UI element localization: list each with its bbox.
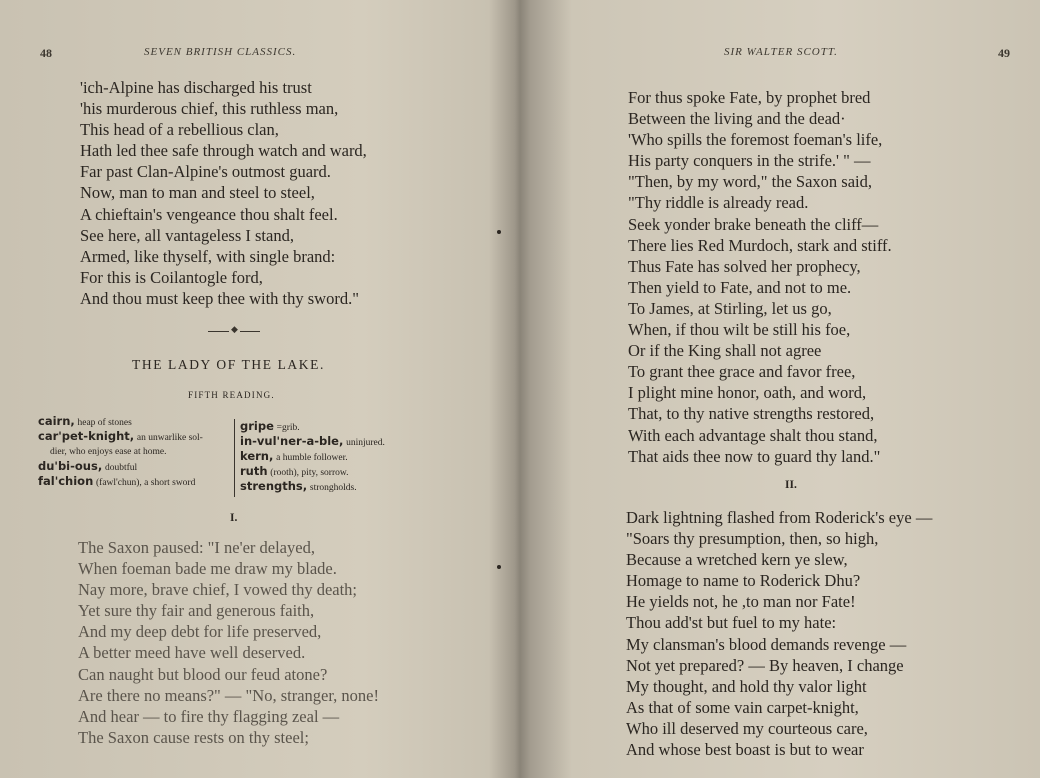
glossary-term: strengths, [240, 479, 308, 493]
verse-line: Or if the King shall not agree [628, 341, 822, 361]
verse-line: A better meed have well deserved. [78, 643, 306, 663]
glossary-definition: heap of stones [77, 418, 132, 428]
verse-line: Because a wretched kern ye slew, [626, 550, 848, 570]
verse-line: Yet sure thy fair and generous faith, [78, 601, 315, 621]
glossary-definition: =grib. [276, 423, 300, 433]
verse-line: My clansman's blood demands revenge — [626, 634, 907, 654]
glossary-definition: an unwarlike sol- [136, 433, 203, 443]
verse-one [628, 87, 892, 467]
glossary-term: fal'chion [38, 474, 94, 488]
verse-line: "Soars thy presumption, then, so high, [626, 529, 879, 549]
verse-line: Now, man to man and steel to steel, [80, 183, 315, 203]
ornament-divider [208, 328, 260, 334]
verse-line: Dark lightning flashed from Roderick's eye — [626, 508, 933, 527]
verse-line: And hear — to fire thy flagging zeal — [78, 706, 340, 726]
reading-title: FIFTH READING. [188, 390, 275, 400]
verse-line: 'ich-Alpine has discharged his trust [80, 78, 312, 97]
glossary-definition: doubtful [104, 463, 138, 473]
glossary-entry [38, 444, 203, 459]
verse-line: Homage to name to Roderick Dhu? [626, 571, 861, 591]
glossary-definition: strongholds. [309, 483, 357, 493]
verse-line: Armed, like thyself, with single brand: [80, 246, 336, 266]
verse-line: Can naught but blood our feud atone? [78, 664, 328, 684]
glossary-term: gripe [240, 419, 274, 433]
glossary-term: ruth [240, 464, 268, 478]
verse-line: "Thy riddle is already read. [628, 193, 809, 213]
glossary-entry [38, 414, 203, 429]
verse-line: Thou add'st but fuel to my hate: [626, 613, 837, 633]
verse-line: To grant thee grace and favor free, [628, 362, 856, 382]
verse-line: Not yet prepared? — By heaven, I change [626, 655, 904, 675]
glossary-entry [240, 449, 385, 464]
glossary-definition: uninjured. [346, 438, 385, 448]
verse-line: A chieftain's vengeance thou shalt feel. [80, 204, 338, 224]
glossary-entry [38, 474, 203, 489]
verse-line: And thou must keep thee with thy sword." [80, 288, 359, 308]
verse-line: Far past Clan-Alpine's outmost guard. [80, 162, 331, 182]
verse-line: Between the living and the dead· [628, 109, 846, 129]
verse-line: Are there no means?" — "No, stranger, none! [78, 685, 379, 705]
verse-line: That aids thee now to guard thy land." [628, 446, 881, 466]
verse-line: As that of some vain carpet-knight, [626, 697, 859, 717]
glossary-entry [38, 459, 203, 474]
verse-line: And my deep debt for life preserved, [78, 622, 322, 642]
verse-line: See here, all vantageless I stand, [80, 225, 294, 245]
glossary-definition: (fawl'chun), a short sword [96, 478, 196, 488]
glossary-divider [234, 419, 235, 497]
verse-line: Then yield to Fate, and not to me. [628, 277, 852, 297]
glossary-entry [240, 479, 385, 494]
verse-line: He yields not, he ,to man nor Fate! [626, 592, 856, 612]
verse-line: 'his murderous chief, this ruthless man, [80, 99, 339, 119]
glossary-left-column [38, 414, 203, 489]
glossary-term: kern, [240, 449, 274, 463]
glossary-definition: dier, who enjoys ease at home. [50, 447, 167, 457]
verse-line: The Saxon cause rests on thy steel; [78, 727, 309, 747]
left-page [0, 0, 500, 778]
stanza-one-verse [78, 537, 379, 748]
verse-line: And whose best boast is but to wear [626, 740, 864, 760]
stanza-number-two: II. [785, 479, 797, 491]
glossary-right-column [240, 419, 385, 494]
glossary-entry [240, 419, 385, 434]
glossary-entry [38, 429, 203, 444]
gutter-mark [497, 230, 501, 234]
verse-line: Who ill deserved my courteous care, [626, 718, 868, 738]
verse-line: His party conquers in the strife.' " — [628, 151, 871, 171]
verse-line: With each advantage shalt thou stand, [628, 425, 878, 445]
glossary-entry [240, 434, 385, 449]
verse-line: 'Who spills the foremost foeman's life, [628, 130, 883, 150]
verse-line: "Then, by my word," the Saxon said, [628, 172, 872, 192]
running-head-right: SIR WALTER SCOTT. [724, 46, 838, 58]
verse-line: To James, at Stirling, let us go, [628, 298, 832, 318]
page-number-right: 49 [998, 46, 1010, 60]
verse-line: For this is Coilantogle ford, [80, 267, 263, 287]
page-number-left: 48 [40, 46, 52, 60]
section-title: THE LADY OF THE LAKE. [132, 357, 325, 372]
verse-line: I plight mine honor, oath, and word, [628, 383, 867, 403]
verse-line: When foeman bade me draw my blade. [78, 559, 337, 579]
glossary-term: in-vul'ner-a-ble, [240, 434, 344, 448]
stanza-two-verse [626, 507, 932, 760]
right-page [510, 0, 1040, 778]
glossary-term: car'pet-knight, [38, 429, 135, 443]
verse-line: That, to thy native strengths restored, [628, 404, 875, 424]
verse-line: Thus Fate has solved her prophecy, [628, 256, 861, 276]
glossary-entry [240, 464, 385, 479]
verse-line: Hath led thee safe through watch and ward, [80, 141, 367, 161]
verse-line: There lies Red Murdoch, stark and stiff. [628, 235, 892, 255]
stanza-number-one: I. [230, 512, 238, 524]
glossary-term: cairn, [38, 414, 75, 428]
verse-line: When, if thou wilt be still his foe, [628, 320, 851, 340]
verse-line: For thus spoke Fate, by prophet bred [628, 88, 871, 107]
glossary-definition: (rooth), pity, sorrow. [270, 468, 349, 478]
gutter-mark [497, 565, 501, 569]
running-head-left: SEVEN BRITISH CLASSICS. [144, 46, 297, 58]
verse-line: This head of a rebellious clan, [80, 120, 279, 140]
verse-line: Nay more, brave chief, I vowed thy death; [78, 580, 358, 600]
glossary-term: du'bi-ous, [38, 459, 103, 473]
verse-line: The Saxon paused: "I ne'er delayed, [78, 538, 315, 557]
opening-verse [80, 77, 367, 309]
verse-line: My thought, and hold thy valor light [626, 676, 867, 696]
glossary-definition: a humble follower. [276, 453, 348, 463]
verse-line: Seek yonder brake beneath the cliff— [628, 214, 879, 234]
